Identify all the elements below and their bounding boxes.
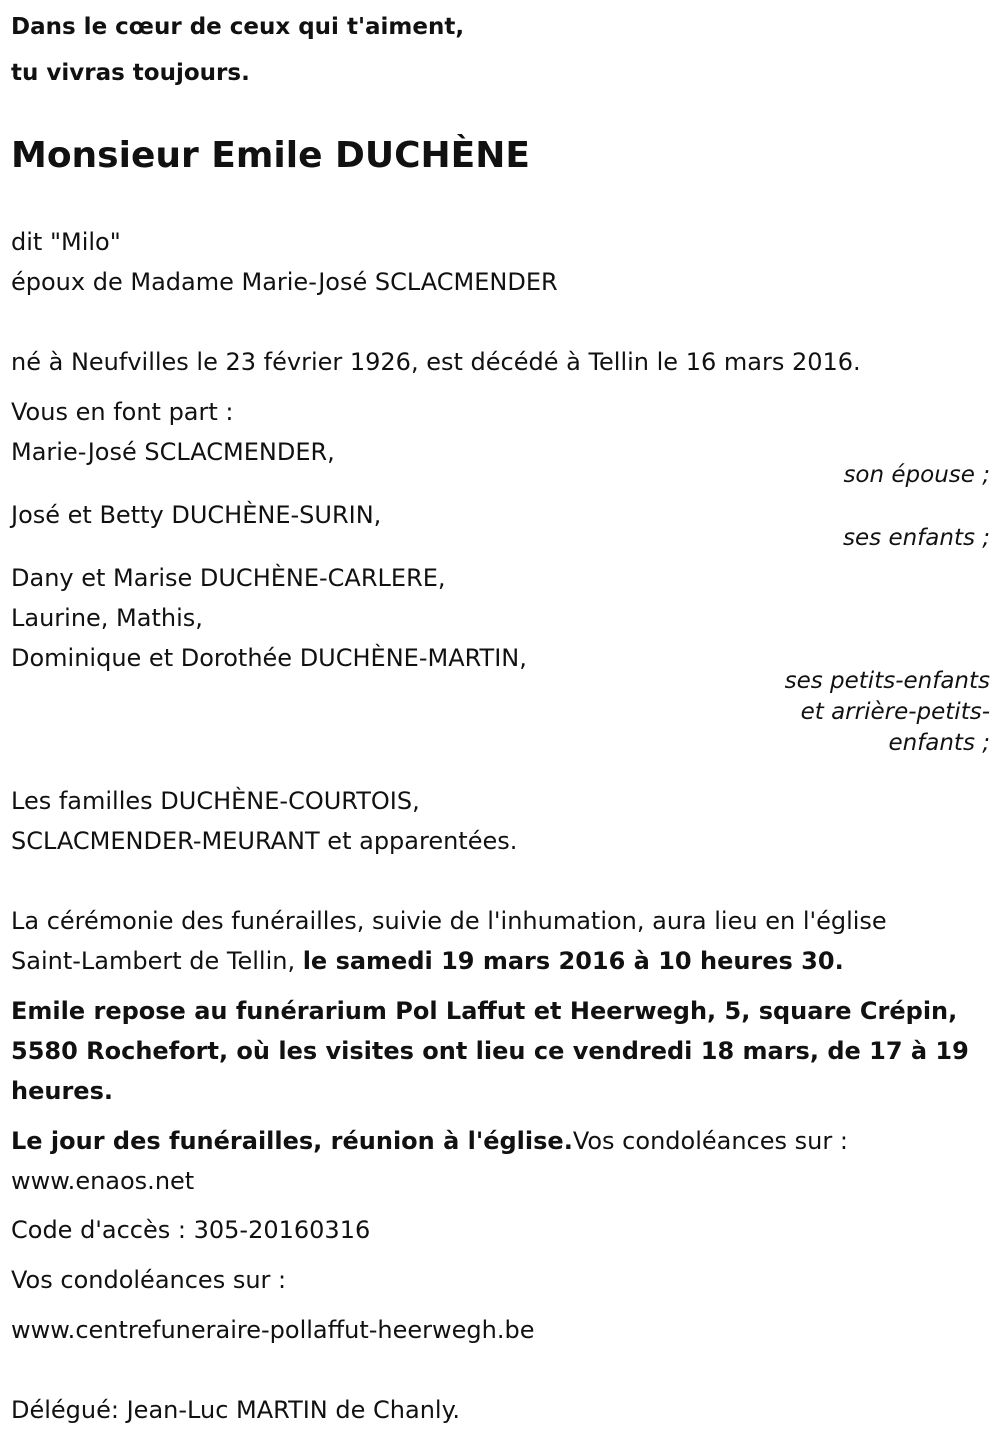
condolence-website-2: www.centrefuneraire-pollaffut-heerwegh.be — [11, 1316, 535, 1344]
grandchildren-list — [11, 558, 990, 678]
repose-line-2: 5580 Rochefort, où les visites ont lieu ce vendredi 18 mars, de 17 à 19 — [11, 1037, 969, 1065]
ceremony-datetime: le samedi 19 mars 2016 à 10 heures 30. — [302, 947, 844, 975]
epitaph-line-2: tu vivras toujours. — [11, 60, 250, 86]
grandchildren-role — [785, 666, 990, 759]
grandchildren-role-line-2: et arrière-petits- — [800, 699, 990, 725]
access-code: Code d'accès : 305-20160316 — [11, 1216, 371, 1244]
ceremony-line-1: La cérémonie des funérailles, suivie de l'inhumation, aura lieu en l'église — [11, 907, 887, 935]
repose-info — [11, 991, 990, 1111]
grandchildren-line-2: Laurine, Mathis, — [11, 604, 203, 632]
spouse-line: époux de Madame Marie-José SCLACMENDER — [11, 268, 558, 296]
birth-death: né à Neufvilles le 23 février 1926, est décédé à Tellin le 16 mars 2016. — [11, 348, 861, 376]
related-families — [11, 781, 990, 861]
condolences-inline: Vos condoléances sur : — [572, 1127, 848, 1155]
grandchildren-role-line-1: ses petits-enfants — [784, 668, 990, 694]
grandchildren-line-3: Dominique et Dorothée DUCHÈNE-MARTIN, — [11, 644, 527, 672]
family-intro: Vous en font part : — [11, 398, 234, 426]
grandchildren-line-1: Dany et Marise DUCHÈNE-CARLERE, — [11, 564, 446, 592]
nickname: dit "Milo" — [11, 228, 121, 256]
delegate: Délégué: Jean-Luc MARTIN de Chanly. — [11, 1396, 460, 1424]
family-children-role: ses enfants ; — [843, 525, 990, 551]
deceased-name: Monsieur Emile DUCHÈNE — [11, 135, 530, 176]
family-spouse-role: son épouse ; — [843, 462, 990, 488]
reunion-line — [11, 1121, 990, 1161]
family-children-name: José et Betty DUCHÈNE-SURIN, — [11, 501, 382, 529]
reunion-text: Le jour des funérailles, réunion à l'église. — [11, 1127, 573, 1155]
repose-line-3: heures. — [11, 1077, 113, 1105]
ceremony-place: Saint-Lambert de Tellin, — [11, 947, 303, 975]
condolences-label: Vos condoléances sur : — [11, 1266, 287, 1294]
ceremony-line-2 — [11, 941, 990, 981]
related-families-line-2: SCLACMENDER-MEURANT et apparentées. — [11, 827, 518, 855]
repose-line-1: Emile repose au funérarium Pol Laffut et Heerwegh, 5, square Crépin, — [11, 997, 958, 1025]
related-families-line-1: Les familles DUCHÈNE-COURTOIS, — [11, 787, 420, 815]
condolence-website-1: www.enaos.net — [11, 1167, 195, 1195]
ceremony-info — [11, 901, 990, 981]
epitaph-line-1: Dans le cœur de ceux qui t'aiment, — [11, 14, 465, 40]
grandchildren-role-line-3: enfants ; — [888, 730, 990, 756]
family-spouse-name: Marie-José SCLACMENDER, — [11, 438, 335, 466]
epitaph — [11, 4, 990, 96]
